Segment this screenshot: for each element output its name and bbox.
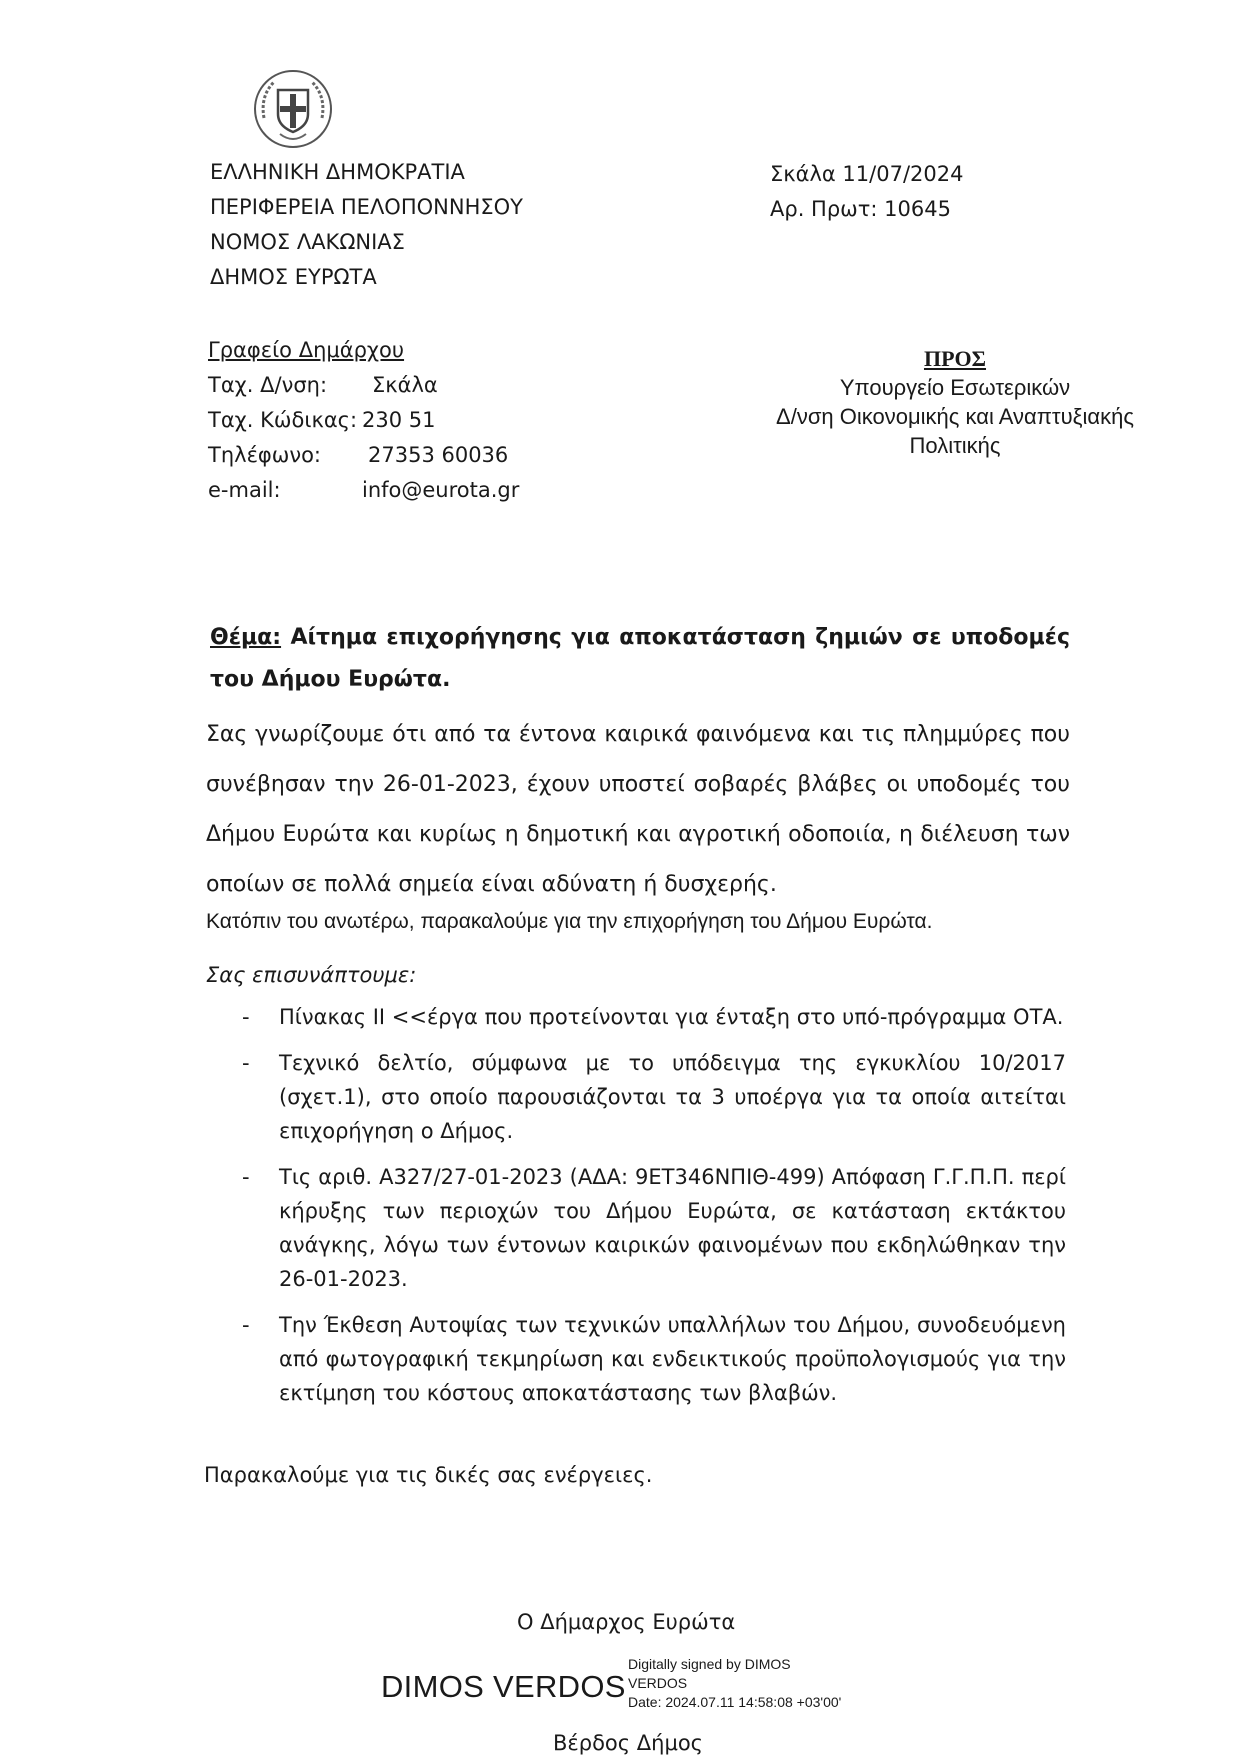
list-dash: -	[242, 1005, 250, 1029]
sender-line: ΔΗΜΟΣ ΕΥΡΩΤΑ	[210, 265, 377, 289]
contact-label: Ταχ. Δ/νση:	[208, 373, 328, 397]
list-item	[236, 1000, 1066, 1034]
sender-block	[210, 155, 523, 295]
attachment-text: Τις αριθ. Α327/27-01-2023 (ΑΔΑ: 9ΕΤ346ΝΠΙΘ-499) Απόφαση Γ.Γ.Π.Π. περί κήρυξης των περιοχών του Δήμου Ευρώτα, σε κατάσταση εκτάκτου ανάγκης, λόγω των έντονων καιρικών φαινομένων που εκδηλώθηκαν την 26-01-2023.	[279, 1165, 1066, 1291]
digital-signature-note	[628, 1655, 841, 1712]
attachments-intro: Σας επισυνάπτουμε:	[206, 963, 417, 987]
office-contact	[208, 333, 519, 508]
list-dash: -	[242, 1051, 250, 1075]
attachment-text: Την Έκθεση Αυτοψίας των τεχνικών υπαλλήλων του Δήμου, συνοδευόμενη από φωτογραφική τεκμηρίωση και ενδεικτικούς προϋπολογισμούς για την εκτίμηση του κόστους αποκατάστασης των βλαβών.	[279, 1313, 1066, 1405]
list-item	[236, 1160, 1066, 1296]
contact-label: Ταχ. Κώδικας:	[208, 408, 358, 432]
protocol-number: Αρ. Πρωτ: 10645	[770, 197, 951, 221]
attachment-text: Πίνακας ΙΙ <<έργα που προτείνονται για ένταξη στο υπό-πρόγραμμα ΟΤΑ.	[279, 1005, 1064, 1029]
body-paragraph: Σας γνωρίζουμε ότι από τα έντονα καιρικά φαινόμενα και τις πλημμύρες που συνέβησαν την 26-01-2023, έχουν υποστεί σοβαρές βλάβες οι υποδομές του Δήμου Ευρώτα και κυρίως η δημοτική και αγροτική οδοποιία, η διέλευση των οποίων σε πολλά σημεία είναι αδύνατη ή δυσχερής.	[206, 722, 1070, 897]
contact-row	[208, 403, 519, 438]
office-title: Γραφείο Δημάρχου	[208, 338, 405, 362]
contact-row	[208, 368, 519, 403]
date-block	[770, 157, 963, 227]
greek-coat-of-arms-icon	[250, 66, 336, 152]
subject-label: Θέμα:	[210, 625, 282, 650]
subject	[210, 617, 1070, 701]
contact-row	[208, 473, 519, 508]
sender-line: ΕΛΛΗΝΙΚΗ ΔΗΜΟΚΡΑΤΙΑ	[210, 160, 465, 184]
contact-value: 230 51	[362, 408, 436, 432]
closing-line: Παρακαλούμε για τις δικές σας ενέργειες.	[204, 1463, 653, 1487]
contact-row	[208, 438, 519, 473]
recipient-line: Υπουργείο Εσωτερικών	[839, 375, 1071, 400]
digital-signature-name: DIMOS VERDOS	[381, 1669, 626, 1704]
signature-note-line: Date: 2024.07.11 14:58:08 +03'00'	[628, 1694, 842, 1710]
contact-value: Σκάλα	[372, 373, 438, 397]
list-dash: -	[242, 1165, 250, 1189]
sender-line: ΠΕΡΙΦΕΡΕΙΑ ΠΕΛΟΠΟΝΝΗΣΟΥ	[210, 195, 523, 219]
list-item	[236, 1308, 1066, 1410]
email-value: info@eurota.gr	[362, 478, 520, 502]
contact-label: Τηλέφωνο:	[208, 443, 322, 467]
recipient-line: Δ/νση Οικονομικής και Αναπτυξιακής	[776, 404, 1134, 429]
contact-value: 27353 60036	[368, 443, 509, 467]
recipient-heading: ΠΡΟΣ	[923, 346, 987, 371]
recipient-block	[745, 345, 1165, 460]
letter-date: Σκάλα 11/07/2024	[770, 162, 964, 186]
subject-text: Αίτημα επιχορήγησης για αποκατάσταση ζημιών σε υποδομές του Δήμου Ευρώτα.	[210, 625, 1071, 692]
attachments-list	[236, 1000, 1066, 1422]
attachment-text: Τεχνικό δελτίο, σύμφωνα με το υπόδειγμα της εγκυκλίου 10/2017 (σχετ.1), στο οποίο παρουσιάζονται τα 3 υποέργα για τα οποία αιτείται επιχορήγηση ο Δήμος.	[279, 1051, 1066, 1143]
signature-note-line: Digitally signed by DIMOS	[628, 1656, 791, 1672]
sender-line: ΝΟΜΟΣ ΛΑΚΩΝΙΑΣ	[210, 230, 405, 254]
request-paragraph: Κατόπιν του ανωτέρω, παρακαλούμε για την επιχορήγηση του Δήμου Ευρώτα.	[206, 910, 933, 933]
signature-note-line: VERDOS	[628, 1675, 688, 1691]
contact-label: e-mail:	[208, 478, 281, 502]
signatory-name: Βέρδος Δήμος	[553, 1731, 703, 1755]
list-dash: -	[242, 1313, 250, 1337]
signatory-role: Ο Δήμαρχος Ευρώτα	[517, 1610, 736, 1634]
list-item	[236, 1046, 1066, 1148]
recipient-line: Πολιτικής	[909, 433, 1001, 458]
